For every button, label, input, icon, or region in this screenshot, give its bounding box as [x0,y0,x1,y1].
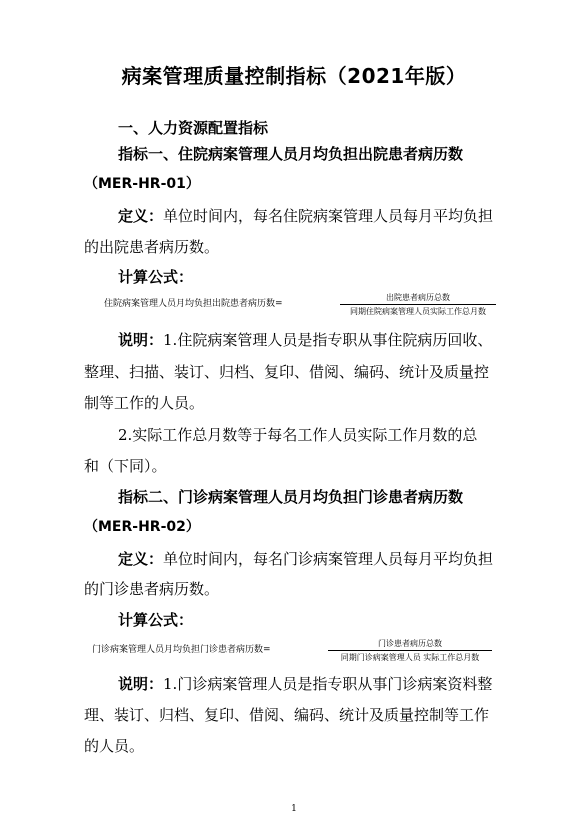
indicator-code: （MER-HR-02） [84,519,200,535]
indicator-code: （MER-HR-01） [84,176,200,192]
note-paragraph [118,329,492,350]
formula-fraction [328,638,492,663]
note-text: 制等工作的人员。 [84,394,205,412]
definition-text: 单位时间内，每名住院病案管理人员每月平均负担 [163,207,494,225]
note-text: 整理、扫描、装订、归档、复印、借阅、编码、统计及质量控 [84,363,490,381]
indicator-heading: 指标一、住院病案管理人员月均负担出院患者病历数 [118,145,464,163]
note-text: 和（下同）。 [84,457,167,475]
section-heading: 一、人力资源配置指标 [118,119,269,137]
formula-lhs: 住院病案管理人员月均负担出院患者病历数= [104,299,283,309]
note-text: 理、装订、归档、复印、借阅、编码、统计及质量控制等工作 [84,706,490,724]
note-text: 1.住院病案管理人员是指专职从事住院病历回收、 [163,331,493,349]
formula-label: 计算公式： [118,611,194,629]
definition-text: 的门诊患者病历数。 [84,580,220,598]
note-text: 的人员。 [84,737,145,755]
note-label: 说明： [118,331,164,349]
definition-label: 定义： [118,550,164,568]
formula-lhs: 门诊病案管理人员月均负担门诊患者病历数= [92,645,271,655]
definition-text: 的出院患者病历数。 [84,238,220,256]
definition-paragraph [118,548,493,569]
document-title: 病案管理质量控制指标（2021年版） [121,64,467,88]
formula-fraction [340,292,496,317]
definition-text: 单位时间内，每名门诊病案管理人员每月平均负担 [163,550,494,568]
formula-numerator: 出院患者病历总数 [340,292,496,305]
page-number: 1 [291,804,297,814]
formula-numerator: 门诊患者病历总数 [328,638,492,651]
indicator-heading: 指标二、门诊病案管理人员月均负担门诊患者病历数 [118,488,464,506]
formula-label: 计算公式： [118,268,194,286]
note-paragraph [118,673,492,694]
definition-paragraph [118,205,493,226]
note-text: 1.门诊病案管理人员是指专职从事门诊病案资料整 [163,675,493,693]
formula-denominator: 同期门诊病案管理人员 实际工作总月数 [340,653,480,662]
definition-label: 定义： [118,207,164,225]
formula-denominator: 同期住院病案管理人员实际工作总月数 [350,307,486,316]
note-label: 说明： [118,675,164,693]
note-text: 2.实际工作总月数等于每名工作人员实际工作月数的总 [118,426,478,444]
